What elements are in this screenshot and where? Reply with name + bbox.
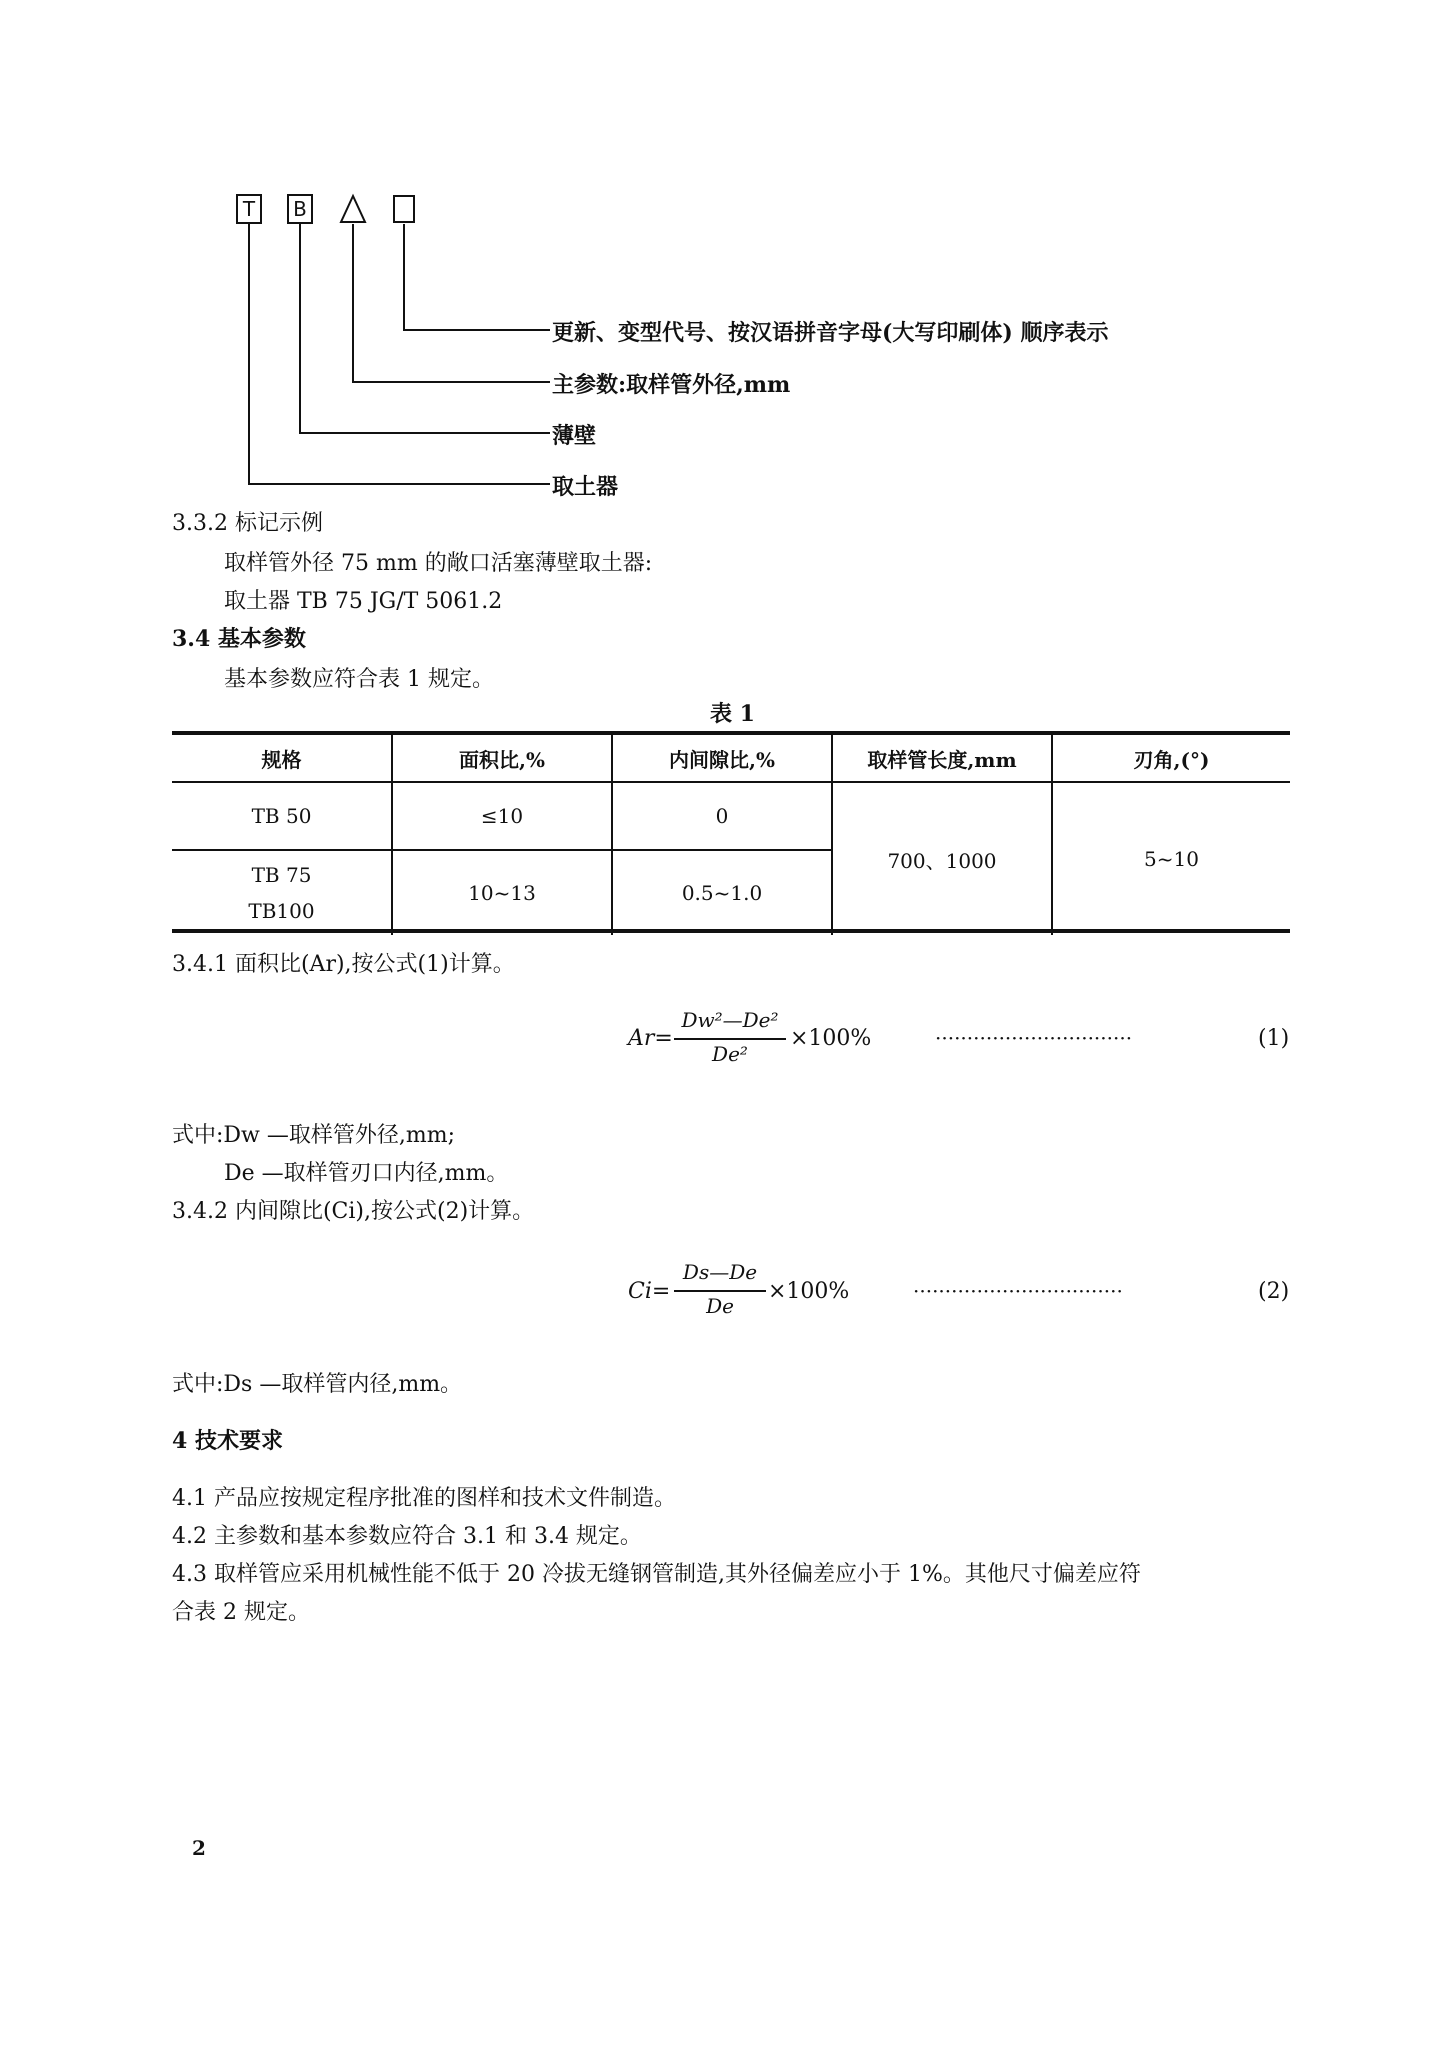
- label-variant: 更新、变型代号、按汉语拼音字母(大写印刷体) 顺序表示: [552, 320, 1109, 346]
- formula-2-number: (2): [1258, 1279, 1290, 1304]
- label-sampler: 取土器: [552, 474, 619, 500]
- table1-header-length: 取样管长度,mm: [832, 735, 1052, 782]
- section-341-heading: 3.4.1 面积比(Ar),按公式(1)计算。: [172, 952, 515, 977]
- table1-caption: 表 1: [710, 701, 755, 727]
- table1-header-spec: 规格: [172, 735, 392, 782]
- section-342-heading: 3.4.2 内间隙比(Ci),按公式(2)计算。: [172, 1199, 535, 1224]
- formula-1-number: (1): [1258, 1026, 1290, 1051]
- table1-cell-area-2: 10~13: [392, 850, 612, 935]
- formula-1-fraction-bar: [674, 1038, 786, 1040]
- section-342-where: 式中:Ds —取样管内径,mm。: [172, 1372, 463, 1397]
- triangle-icon: [341, 196, 365, 222]
- formula-2-denominator: De: [706, 1294, 734, 1318]
- table1-cell-gap-1: 0: [612, 782, 832, 850]
- formula-2-tail: ×100%: [768, 1279, 850, 1304]
- table1-bottom-rule: [172, 929, 1290, 933]
- formula-2-lhs: Ci=: [628, 1279, 671, 1304]
- square-icon: [394, 196, 414, 222]
- box-letter-b: B: [287, 194, 313, 224]
- section-43-line1: 4.3 取样管应采用机械性能不低于 20 冷拔无缝钢管制造,其外径偏差应小于 1%。其他尺寸偏差应符: [172, 1562, 1141, 1587]
- section-34-heading: 3.4 基本参数: [172, 626, 306, 652]
- table1: [172, 735, 1290, 935]
- formula-1-lhs: Ar=: [628, 1026, 673, 1051]
- table1-cell-area-1: ≤10: [392, 782, 612, 850]
- formula-2-leader: ·································: [913, 1279, 1123, 1303]
- section-42: 4.2 主参数和基本参数应符合 3.1 和 3.4 规定。: [172, 1524, 642, 1549]
- section-341-where1: 式中:Dw —取样管外径,mm;: [172, 1123, 456, 1148]
- page-number: 2: [192, 1836, 206, 1860]
- formula-1-numerator: Dw²—De²: [681, 1008, 779, 1032]
- table1-cell-spec-2: [172, 850, 392, 935]
- section-41: 4.1 产品应按规定程序批准的图样和技术文件制造。: [172, 1486, 676, 1511]
- box-letter-t: T: [236, 194, 262, 224]
- designation-lines: [0, 0, 1448, 520]
- table1-cell-spec-2b: TB100: [248, 899, 315, 923]
- section-332-line1: 取样管外径 75 mm 的敞口活塞薄壁取土器:: [224, 551, 653, 576]
- table1-cell-angle: 5~10: [1052, 782, 1290, 935]
- formula-1-tail: ×100%: [790, 1026, 872, 1051]
- formula-1-denominator: De²: [712, 1042, 748, 1066]
- table1-cell-spec-1: TB 50: [172, 782, 392, 850]
- formula-2-numerator: Ds—De: [682, 1260, 758, 1284]
- table1-header-angle: 刃角,(°): [1052, 735, 1290, 782]
- section-341-where2: De —取样管刃口内径,mm。: [224, 1161, 509, 1186]
- section-332-heading: 3.3.2 标记示例: [172, 511, 323, 536]
- section-34-line: 基本参数应符合表 1 规定。: [224, 667, 494, 692]
- table1-cell-length: 700、1000: [832, 782, 1052, 935]
- section-4-heading: 4 技术要求: [172, 1428, 283, 1454]
- table1-cell-gap-2: 0.5~1.0: [612, 850, 832, 935]
- formula-2-fraction-bar: [674, 1290, 766, 1292]
- label-main-param: 主参数:取样管外径,mm: [552, 372, 791, 398]
- formula-1-leader: ·······························: [935, 1026, 1133, 1050]
- section-332-line2: 取土器 TB 75 JG/T 5061.2: [224, 589, 503, 614]
- table1-header-gap: 内间隙比,%: [612, 735, 832, 782]
- table1-header-area: 面积比,%: [392, 735, 612, 782]
- section-43-line2: 合表 2 规定。: [172, 1600, 310, 1625]
- label-thin-wall: 薄壁: [552, 423, 597, 449]
- table1-cell-spec-2a: TB 75: [251, 863, 312, 887]
